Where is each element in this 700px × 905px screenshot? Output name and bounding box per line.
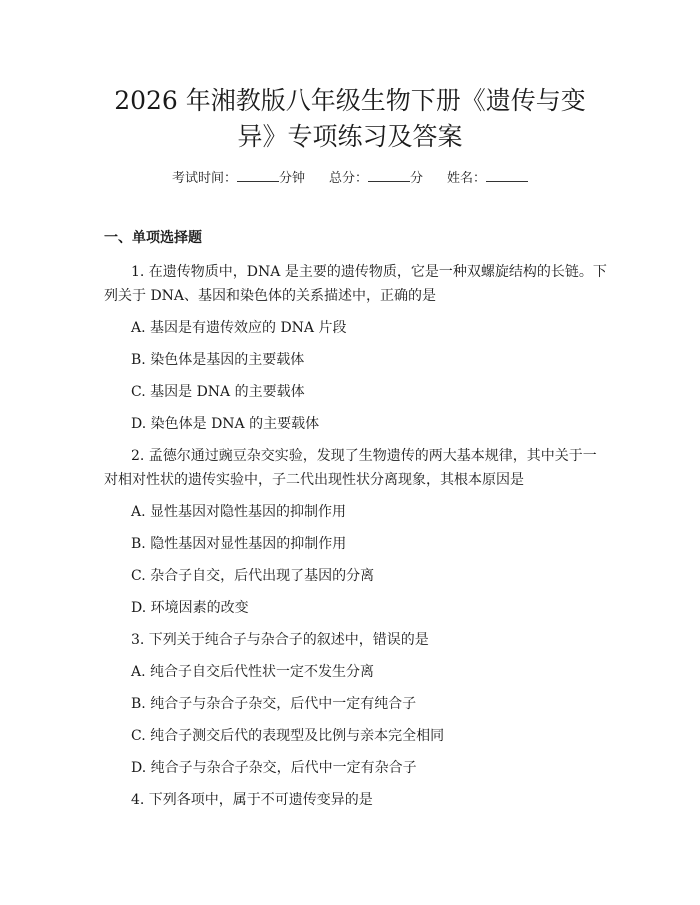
- question-4-stem: 4. 下列各项中，属于不可遗传变异的是: [131, 792, 373, 808]
- question-2-stem-line-1: 2. 孟德尔通过豌豆杂交实验，发现了生物遗传的两大基本规律，其中关于一: [131, 448, 597, 464]
- question-2-stem-line-2: 对相对性状的遗传实验中，子二代出现性状分离现象，其根本原因是: [104, 472, 524, 488]
- question-2-option-d: D. 环境因素的改变: [131, 600, 249, 616]
- question-2-option-b: B. 隐性基因对显性基因的抑制作用: [131, 536, 347, 552]
- document-title-line-1: 2026 年湘教版八年级生物下册《遗传与变: [114, 86, 586, 115]
- question-1-option-b: B. 染色体是基因的主要载体: [131, 352, 305, 368]
- question-3-option-c: C. 纯合子测交后代的表现型及比例与亲本完全相同: [131, 728, 445, 744]
- total-score-unit: 分: [410, 171, 424, 186]
- question-1-stem-line-2: 列关于 DNA、基因和染色体的关系描述中，正确的是: [104, 288, 437, 304]
- student-name-label: 姓名：: [447, 171, 487, 186]
- question-3-stem: 3. 下列关于纯合子与杂合子的叙述中，错误的是: [131, 632, 429, 648]
- question-1-option-d: D. 染色体是 DNA 的主要载体: [131, 416, 320, 432]
- exam-time-blank: [237, 168, 279, 182]
- exam-info-row: [0, 168, 700, 189]
- question-3-option-d: D. 纯合子与杂合子杂交，后代中一定有杂合子: [131, 760, 417, 776]
- total-score-blank: [368, 168, 410, 182]
- document-title-line-2: 异》专项练习及答案: [237, 122, 463, 151]
- question-1-option-a: A. 基因是有遗传效应的 DNA 片段: [131, 320, 347, 336]
- exam-time-label: 考试时间：: [171, 171, 237, 186]
- exam-time-unit: 分钟: [278, 171, 305, 186]
- total-score-label: 总分：: [328, 171, 368, 186]
- question-2-option-c: C. 杂合子自交，后代出现了基因的分离: [131, 568, 375, 584]
- section-heading: 一、单项选择题: [104, 230, 202, 246]
- question-2-option-a: A. 显性基因对隐性基因的抑制作用: [131, 504, 347, 520]
- question-1-option-c: C. 基因是 DNA 的主要载体: [131, 384, 305, 400]
- question-3-option-a: A. 纯合子自交后代性状一定不发生分离: [131, 664, 375, 680]
- question-3-option-b: B. 纯合子与杂合子杂交，后代中一定有纯合子: [131, 696, 417, 712]
- question-1-stem-line-1: 1. 在遗传物质中，DNA 是主要的遗传物质，它是一种双螺旋结构的长链。下: [131, 264, 607, 280]
- student-name-blank: [486, 168, 528, 182]
